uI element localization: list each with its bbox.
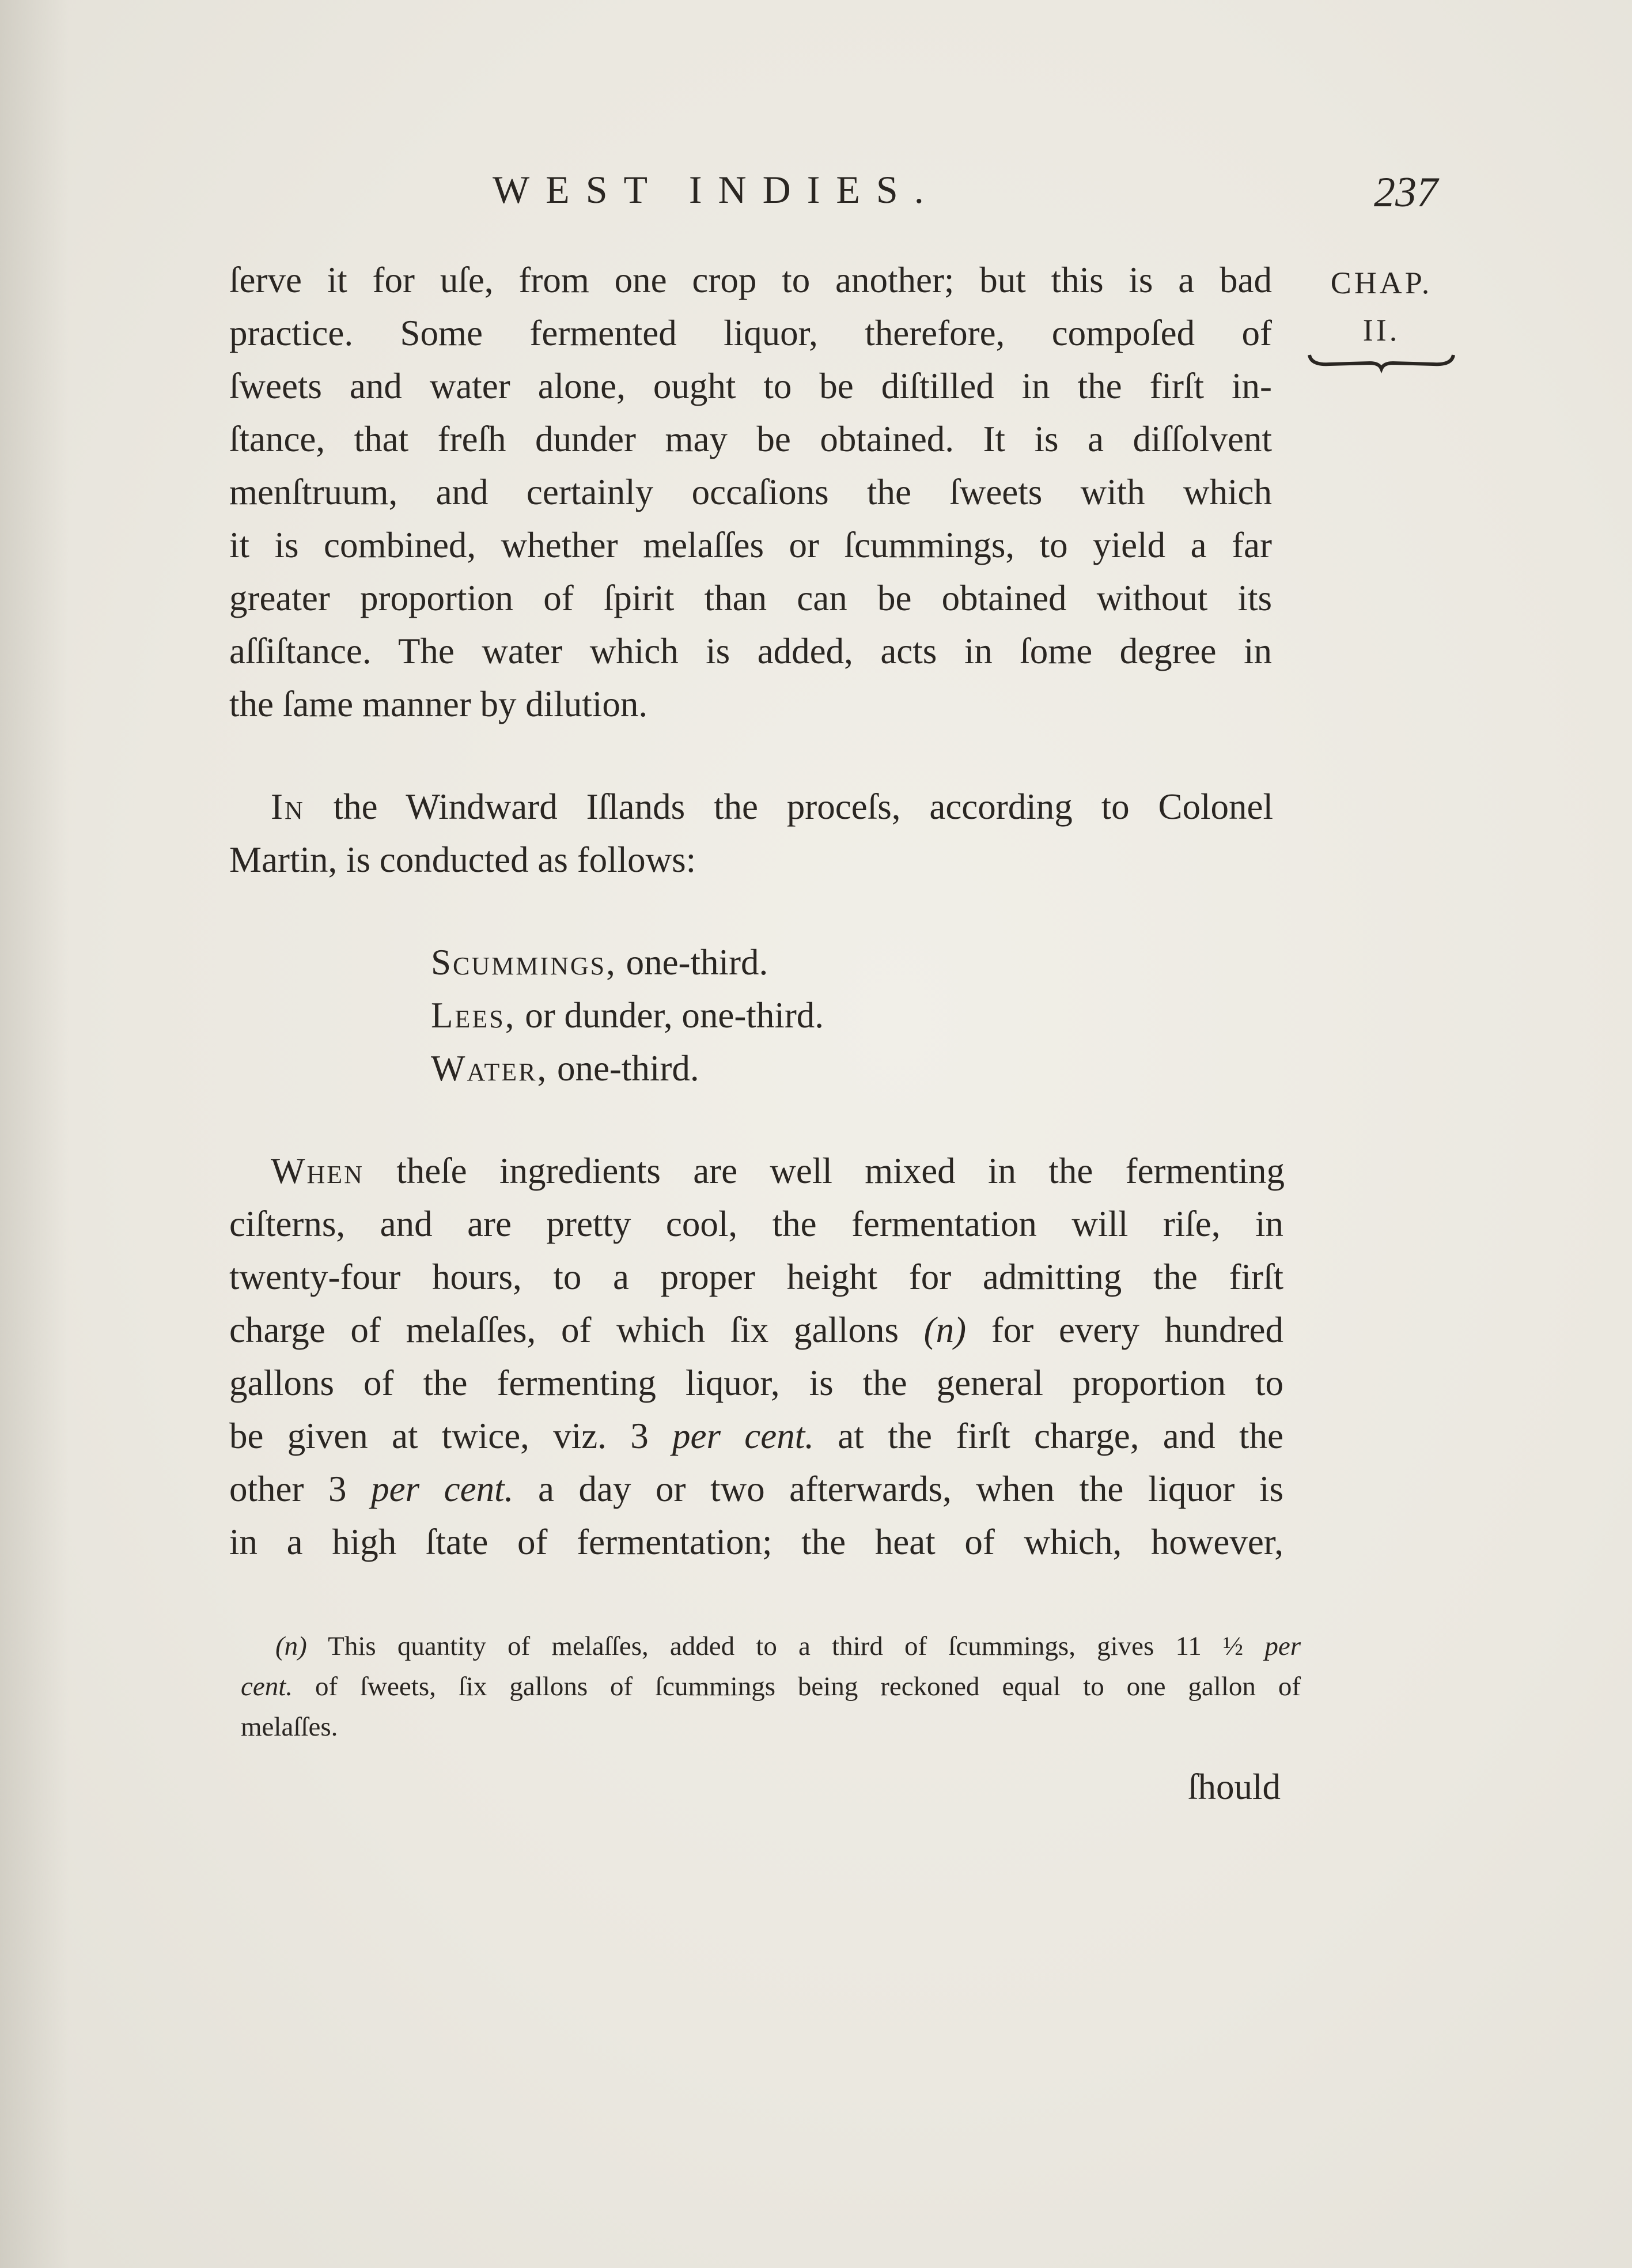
text-line: other 3 per cent. a day or two afterwards, when the liquor is bbox=[229, 1469, 1283, 1509]
recipe-item: Water, one-third. bbox=[431, 1048, 699, 1088]
footnote-line: melaſſes. bbox=[241, 1712, 338, 1742]
page-number: 237 bbox=[1374, 169, 1438, 216]
text-line: ciſterns, and are pretty cool, the fermentation will riſe, in bbox=[229, 1204, 1283, 1244]
catchword: ſhould bbox=[1188, 1767, 1281, 1807]
chapter-marginal-note bbox=[1307, 259, 1456, 354]
recipe-item: Scummings, one-third. bbox=[431, 942, 768, 982]
text-line: greater proportion of ſpirit than can be obtained without its bbox=[229, 578, 1272, 618]
text-line: the ſame manner by dilution. bbox=[229, 684, 648, 724]
text-line: Martin, is conducted as follows: bbox=[229, 840, 696, 880]
text-line: ſtance, that freſh dunder may be obtained. It is a diſſolvent bbox=[229, 419, 1272, 459]
chapter-label: CHAP. bbox=[1330, 266, 1433, 300]
text-line: practice. Some fermented liquor, therefore, compoſed of bbox=[229, 313, 1272, 353]
chapter-number: II. bbox=[1362, 313, 1400, 347]
gutter-shadow bbox=[0, 0, 69, 2268]
text-line: charge of melaſſes, of which ſix gallons (n) for every hundred bbox=[229, 1310, 1284, 1350]
brace-ornament bbox=[1307, 350, 1456, 373]
text-line: gallons of the fermenting liquor, is the general proportion to bbox=[229, 1363, 1283, 1403]
text-line: When theſe ingredients are well mixed in the fermenting bbox=[271, 1151, 1285, 1191]
footnote-marker: (n) bbox=[275, 1631, 307, 1661]
text-line: be given at twice, viz. 3 per cent. at the firſt charge, and the bbox=[229, 1416, 1283, 1456]
text-line: menſtruum, and certainly occaſions the ſweets with which bbox=[229, 472, 1272, 512]
footnote-line: (n) This quantity of melaſſes, added to a third of ſcummings, gives 11 ½ per bbox=[275, 1631, 1301, 1661]
footnote-reference: (n) bbox=[923, 1310, 967, 1350]
text-line: aſſiſtance. The water which is added, acts in ſome degree in bbox=[229, 631, 1272, 671]
text-line: ſweets and water alone, ought to be diſtilled in the firſt in- bbox=[229, 366, 1272, 406]
text-line: In the Windward Iſlands the proceſs, according to Colonel bbox=[271, 787, 1273, 827]
lead-word: In bbox=[271, 787, 305, 827]
recipe-item: Lees, or dunder, one-third. bbox=[431, 995, 824, 1035]
running-title: WEST INDIES. bbox=[493, 168, 940, 211]
text-line: twenty-four hours, to a proper height for admitting the firſt bbox=[229, 1257, 1283, 1297]
text-line: ſerve it for uſe, from one crop to another; but this is a bad bbox=[229, 260, 1272, 300]
footnote-line: cent. of ſweets, ſix gallons of ſcummings being reckoned equal to one gallon of bbox=[241, 1672, 1301, 1702]
lead-word: When bbox=[271, 1151, 364, 1191]
text-line: in a high ſtate of fermentation; the heat of which, however, bbox=[229, 1522, 1283, 1562]
text-line: it is combined, whether melaſſes or ſcummings, to yield a far bbox=[229, 525, 1272, 565]
